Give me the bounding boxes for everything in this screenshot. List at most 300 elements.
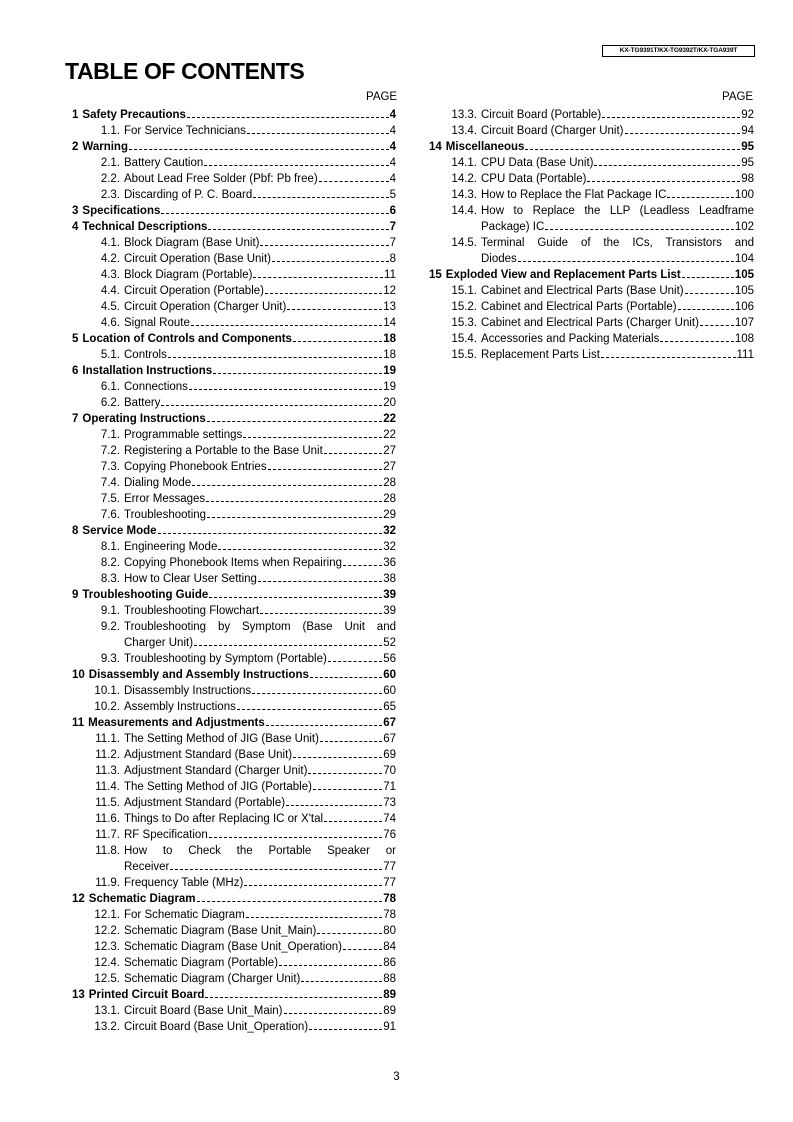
leader-dots <box>678 309 734 310</box>
toc-subsection[interactable] <box>72 955 396 971</box>
leader-dots <box>293 757 382 758</box>
toc-title: Troubleshooting by Symptom (Base Unit and <box>124 621 396 633</box>
toc-page: 39 <box>383 605 396 617</box>
toc-section[interactable] <box>429 139 754 155</box>
toc-subsection[interactable] <box>72 619 396 651</box>
toc-page: 4 <box>389 157 396 169</box>
leader-dots <box>324 821 382 822</box>
toc-title: Battery <box>124 397 161 409</box>
toc-section[interactable] <box>72 203 396 219</box>
toc-title-continued <box>124 635 396 651</box>
page-column-label-left: PAGE <box>366 91 398 103</box>
toc-number: 14.3. <box>451 189 477 201</box>
toc-title: Service Mode <box>82 525 157 537</box>
toc-title: Location of Controls and Components <box>82 333 292 345</box>
leader-dots <box>660 341 733 342</box>
toc-page: 39 <box>383 589 396 601</box>
toc-section[interactable] <box>72 667 396 683</box>
leader-dots <box>129 149 389 150</box>
toc-page: 19 <box>383 365 396 377</box>
toc-subsection[interactable] <box>72 315 396 331</box>
leader-dots <box>204 165 388 166</box>
toc-number: 13.1. <box>94 1005 120 1017</box>
leader-dots <box>545 229 734 230</box>
leader-dots <box>587 181 740 182</box>
toc-number: 7.1. <box>100 429 120 441</box>
toc-subsection[interactable] <box>429 123 754 139</box>
toc-page: 107 <box>734 317 754 329</box>
toc-subsection[interactable] <box>429 107 754 123</box>
leader-dots <box>208 229 388 230</box>
toc-page: 38 <box>383 573 396 585</box>
toc-number: 2.2. <box>100 173 120 185</box>
toc-title: Controls <box>124 349 167 361</box>
toc-page: 29 <box>383 509 396 521</box>
toc-number: 10.2. <box>94 701 120 713</box>
toc-number: 7.2. <box>100 445 120 457</box>
toc-page: 4 <box>389 125 396 137</box>
toc-number: 12 <box>72 893 85 905</box>
toc-number: 8.3. <box>100 573 120 585</box>
toc-page: 100 <box>734 189 754 201</box>
toc-page: 11 <box>384 269 396 281</box>
toc-subsection[interactable] <box>429 171 754 187</box>
toc-subsection[interactable] <box>72 283 396 299</box>
toc-page: 18 <box>383 349 396 361</box>
leader-dots <box>158 533 383 534</box>
toc-page: 89 <box>383 989 396 1001</box>
toc-number: 6 <box>72 365 79 377</box>
toc-section[interactable] <box>429 267 754 283</box>
toc-subsection[interactable] <box>72 779 396 795</box>
toc-page: 94 <box>741 125 754 137</box>
toc-subsection[interactable] <box>429 315 754 331</box>
toc-title: Installation Instructions <box>82 365 213 377</box>
toc-page: 76 <box>383 829 396 841</box>
toc-section[interactable] <box>72 891 396 907</box>
toc-number: 11.8. <box>95 845 120 857</box>
toc-number: 8.2. <box>100 557 120 569</box>
toc-subsection[interactable] <box>72 603 396 619</box>
toc-number: 15.1. <box>451 285 477 297</box>
toc-page: 102 <box>734 221 754 233</box>
toc-number: 14.2. <box>451 173 477 185</box>
toc-page: 6 <box>389 205 396 217</box>
toc-page: 7 <box>389 237 396 249</box>
toc-title: Copying Phonebook Entries <box>124 461 267 473</box>
toc-title: For Schematic Diagram <box>124 909 245 921</box>
toc-title: Specifications <box>82 205 161 217</box>
toc-subsection[interactable] <box>429 203 754 235</box>
leader-dots <box>319 181 389 182</box>
toc-title: Terminal Guide of the ICs, Transistors and <box>481 237 754 249</box>
toc-title-continued <box>124 859 396 875</box>
toc-page: 32 <box>383 541 396 553</box>
toc-page: 60 <box>383 685 396 697</box>
toc-title: Circuit Board (Base Unit_Main) <box>124 1005 283 1017</box>
leader-dots <box>244 885 382 886</box>
toc-subsection[interactable] <box>429 187 754 203</box>
toc-number: 11.2. <box>95 749 120 761</box>
toc-number: 14.1. <box>451 157 477 169</box>
toc-title: Battery Caution <box>124 157 204 169</box>
toc-page: 73 <box>383 797 396 809</box>
toc-title: Discarding of P. C. Board <box>124 189 253 201</box>
toc-subsection[interactable] <box>429 283 754 299</box>
toc-title: Disassembly Instructions <box>124 685 252 697</box>
leader-dots <box>272 261 389 262</box>
toc-title: Operating Instructions <box>82 413 206 425</box>
toc-title: Circuit Operation (Charger Unit) <box>124 301 287 313</box>
toc-subsection[interactable] <box>72 843 396 875</box>
leader-dots <box>594 165 740 166</box>
toc-section[interactable] <box>72 587 396 603</box>
toc-page: 77 <box>383 861 396 873</box>
toc-number: 11 <box>72 717 85 729</box>
toc-subsection[interactable] <box>72 1019 396 1035</box>
toc-title: CPU Data (Portable) <box>481 173 587 185</box>
leader-dots <box>700 325 734 326</box>
toc-number: 10.1. <box>94 685 120 697</box>
leader-dots <box>685 293 734 294</box>
leader-dots <box>246 917 382 918</box>
toc-subsection[interactable] <box>72 507 396 523</box>
leader-dots <box>308 773 382 774</box>
toc-page: 20 <box>383 397 396 409</box>
toc-subsection[interactable] <box>72 747 396 763</box>
toc-title: Things to Do after Replacing IC or X'tal <box>124 813 324 825</box>
toc-title: Assembly Instructions <box>124 701 236 713</box>
toc-number: 13.2. <box>94 1021 120 1033</box>
leader-dots <box>237 709 382 710</box>
toc-subsection[interactable] <box>72 1003 396 1019</box>
leader-dots <box>309 1029 382 1030</box>
toc-page: 65 <box>383 701 396 713</box>
toc-title: Technical Descriptions <box>82 221 208 233</box>
toc-subsection[interactable] <box>72 763 396 779</box>
leader-dots <box>191 325 382 326</box>
toc-number: 6.1. <box>100 381 120 393</box>
toc-title: Safety Precautions <box>82 109 186 121</box>
leader-dots <box>293 341 382 342</box>
toc-subsection[interactable] <box>72 235 396 251</box>
toc-subsection[interactable] <box>72 395 396 411</box>
toc-title-line2: Diodes <box>481 253 517 265</box>
toc-title: Signal Route <box>124 317 190 329</box>
toc-number: 10 <box>72 669 85 681</box>
toc-subsection[interactable] <box>72 123 396 139</box>
toc-page: 105 <box>734 269 754 281</box>
toc-subsection[interactable] <box>72 827 396 843</box>
toc-number: 13 <box>72 989 85 1001</box>
toc-subsection[interactable] <box>72 795 396 811</box>
toc-title-line2: Package) IC <box>481 221 545 233</box>
toc-title: Error Messages <box>124 493 206 505</box>
toc-page: 71 <box>383 781 396 793</box>
toc-number: 14 <box>429 141 442 153</box>
toc-subsection[interactable] <box>72 875 396 891</box>
toc-title: Frequency Table (MHz) <box>124 877 244 889</box>
leader-dots <box>189 389 382 390</box>
toc-subsection[interactable] <box>72 683 396 699</box>
toc-page: 8 <box>389 253 396 265</box>
leader-dots <box>243 437 382 438</box>
toc-page: 52 <box>383 637 396 649</box>
leader-dots <box>667 197 733 198</box>
toc-number: 13.4. <box>451 125 477 137</box>
toc-page: 89 <box>383 1005 396 1017</box>
toc-section[interactable] <box>72 363 396 379</box>
toc-subsection[interactable] <box>429 331 754 347</box>
toc-number: 1 <box>72 109 79 121</box>
toc-subsection[interactable] <box>72 731 396 747</box>
toc-section[interactable] <box>72 411 396 427</box>
leader-dots <box>343 565 382 566</box>
toc-number: 12.1. <box>94 909 120 921</box>
toc-subsection[interactable] <box>72 155 396 171</box>
toc-title: Schematic Diagram (Base Unit_Main) <box>124 925 317 937</box>
toc-title: Cabinet and Electrical Parts (Base Unit) <box>481 285 684 297</box>
toc-title: Circuit Board (Portable) <box>481 109 602 121</box>
toc-title: How to Check the Portable Speaker or <box>124 845 396 857</box>
toc-page: 88 <box>383 973 396 985</box>
toc-subsection[interactable] <box>429 347 754 363</box>
toc-title: Circuit Operation (Portable) <box>124 285 264 297</box>
toc-title: Printed Circuit Board <box>88 989 205 1001</box>
toc-page: 78 <box>383 893 396 905</box>
toc-subsection[interactable] <box>72 907 396 923</box>
toc-page: 27 <box>383 461 396 473</box>
toc-page: 108 <box>734 333 754 345</box>
leader-dots <box>682 277 734 278</box>
toc-title: How to Clear User Setting <box>124 573 257 585</box>
toc-title: Troubleshooting Guide <box>82 589 209 601</box>
leader-dots <box>518 261 734 262</box>
toc-title: Troubleshooting by Symptom (Portable) <box>124 653 327 665</box>
toc-number: 11.6. <box>95 813 120 825</box>
toc-title: For Service Technicians <box>124 125 246 137</box>
toc-page: 80 <box>383 925 396 937</box>
toc-title-line2: Charger Unit) <box>124 637 194 649</box>
toc-page: 7 <box>389 221 396 233</box>
toc-subsection[interactable] <box>429 299 754 315</box>
toc-subsection[interactable] <box>72 923 396 939</box>
leader-dots <box>253 277 383 278</box>
toc-section[interactable] <box>72 331 396 347</box>
leader-dots <box>265 293 382 294</box>
toc-title: Troubleshooting <box>124 509 207 521</box>
toc-page: 77 <box>383 877 396 889</box>
toc-number: 12.4. <box>94 957 120 969</box>
toc-page: 67 <box>383 733 396 745</box>
toc-number: 9.2. <box>100 621 120 633</box>
toc-subsection[interactable] <box>72 651 396 667</box>
leader-dots <box>253 197 388 198</box>
toc-page: 70 <box>383 765 396 777</box>
toc-number: 5.1. <box>100 349 120 361</box>
toc-page: 105 <box>734 285 754 297</box>
toc-number: 4.1. <box>100 237 120 249</box>
toc-number: 11.3. <box>95 765 120 777</box>
leader-dots <box>602 117 740 118</box>
toc-title: Schematic Diagram (Charger Unit) <box>124 973 301 985</box>
toc-number: 4.6. <box>100 317 120 329</box>
leader-dots <box>170 869 382 870</box>
leader-dots <box>207 517 382 518</box>
toc-title: The Setting Method of JIG (Base Unit) <box>124 733 319 745</box>
toc-section[interactable] <box>72 219 396 235</box>
toc-page: 84 <box>383 941 396 953</box>
toc-number: 4.3. <box>100 269 120 281</box>
toc-subsection[interactable] <box>72 347 396 363</box>
leader-dots <box>260 245 388 246</box>
toc-entry-body <box>124 843 396 875</box>
page-number: 3 <box>393 1071 400 1083</box>
toc-title: Circuit Board (Charger Unit) <box>481 125 624 137</box>
toc-title: About Lead Free Solder (Pbf: Pb free) <box>124 173 318 185</box>
leader-dots <box>625 133 741 134</box>
toc-subsection[interactable] <box>72 379 396 395</box>
leader-dots <box>310 677 382 678</box>
toc-title: The Setting Method of JIG (Portable) <box>124 781 312 793</box>
toc-title: Adjustment Standard (Charger Unit) <box>124 765 308 777</box>
toc-page: 32 <box>383 525 396 537</box>
leader-dots <box>161 213 388 214</box>
leader-dots <box>601 357 736 358</box>
leader-dots <box>218 549 382 550</box>
toc-title: Cabinet and Electrical Parts (Charger Unit) <box>481 317 699 329</box>
toc-section[interactable] <box>72 987 396 1003</box>
toc-page: 22 <box>383 413 396 425</box>
toc-number: 9.3. <box>100 653 120 665</box>
toc-title: Block Diagram (Base Unit) <box>124 237 260 249</box>
toc-title: Registering a Portable to the Base Unit <box>124 445 323 457</box>
toc-section[interactable] <box>72 715 396 731</box>
toc-page: 111 <box>736 349 754 361</box>
toc-page: 56 <box>383 653 396 665</box>
toc-entry-body <box>124 619 396 651</box>
toc-subsection[interactable] <box>429 235 754 267</box>
toc-subsection[interactable] <box>72 971 396 987</box>
leader-dots <box>301 981 382 982</box>
toc-page: 98 <box>741 173 754 185</box>
toc-subsection[interactable] <box>72 811 396 827</box>
toc-page: 92 <box>741 109 754 121</box>
toc-page: 106 <box>734 301 754 313</box>
toc-title: RF Specification <box>124 829 208 841</box>
toc-title: Warning <box>82 141 128 153</box>
toc-number: 3 <box>72 205 79 217</box>
toc-number: 2.1. <box>100 157 120 169</box>
toc-page: 4 <box>389 141 396 153</box>
toc-subsection[interactable] <box>72 571 396 587</box>
toc-section[interactable] <box>72 139 396 155</box>
toc-number: 14.4. <box>451 205 477 217</box>
toc-number: 9.1. <box>100 605 120 617</box>
toc-subsection[interactable] <box>72 539 396 555</box>
toc-section[interactable] <box>72 107 396 123</box>
toc-title: Block Diagram (Portable) <box>124 269 253 281</box>
toc-page: 104 <box>734 253 754 265</box>
toc-number: 8 <box>72 525 79 537</box>
toc-subsection[interactable] <box>72 555 396 571</box>
toc-subsection[interactable] <box>72 699 396 715</box>
toc-subsection[interactable] <box>72 491 396 507</box>
toc-number: 15.5. <box>451 349 477 361</box>
toc-title: Exploded View and Replacement Parts List <box>445 269 681 281</box>
toc-number: 11.7. <box>95 829 120 841</box>
toc-title: Circuit Board (Base Unit_Operation) <box>124 1021 309 1033</box>
toc-title: Accessories and Packing Materials <box>481 333 660 345</box>
toc-page: 36 <box>383 557 396 569</box>
leader-dots <box>194 645 382 646</box>
toc-subsection[interactable] <box>429 155 754 171</box>
toc-page: 14 <box>383 317 396 329</box>
toc-section[interactable] <box>72 523 396 539</box>
leader-dots <box>260 613 382 614</box>
toc-title: Adjustment Standard (Portable) <box>124 797 286 809</box>
toc-number: 15.3. <box>451 317 477 329</box>
leader-dots <box>197 901 383 902</box>
toc-subsection[interactable] <box>72 443 396 459</box>
toc-number: 7.5. <box>100 493 120 505</box>
leader-dots <box>187 117 389 118</box>
toc-number: 11.1. <box>95 733 120 745</box>
toc-subsection[interactable] <box>72 427 396 443</box>
toc-title: Troubleshooting Flowchart <box>124 605 260 617</box>
toc-title: Schematic Diagram (Portable) <box>124 957 279 969</box>
leader-dots <box>343 949 382 950</box>
leader-dots <box>213 373 382 374</box>
toc-subsection[interactable] <box>72 171 396 187</box>
model-numbers: KX-TG9391T/KX-TG9392T/KX-TGA939T <box>602 45 755 57</box>
toc-number: 11.5. <box>95 797 120 809</box>
toc-title: CPU Data (Base Unit) <box>481 157 594 169</box>
toc-title: Schematic Diagram (Base Unit_Operation) <box>124 941 342 953</box>
toc-title: Adjustment Standard (Base Unit) <box>124 749 293 761</box>
toc-title: Schematic Diagram <box>88 893 196 905</box>
toc-subsection[interactable] <box>72 299 396 315</box>
leader-dots <box>268 469 383 470</box>
toc-page: 95 <box>741 157 754 169</box>
leader-dots <box>266 725 382 726</box>
toc-page: 27 <box>383 445 396 457</box>
toc-page: 22 <box>383 429 396 441</box>
toc-subsection[interactable] <box>72 187 396 203</box>
toc-subsection[interactable] <box>72 459 396 475</box>
leader-dots <box>320 741 382 742</box>
toc-title: Circuit Operation (Base Unit) <box>124 253 271 265</box>
leader-dots <box>313 789 382 790</box>
toc-number: 11.4. <box>95 781 120 793</box>
toc-page: 4 <box>389 173 396 185</box>
toc-page: 19 <box>383 381 396 393</box>
toc-title: Dialing Mode <box>124 477 192 489</box>
toc-subsection[interactable] <box>72 475 396 491</box>
toc-number: 9 <box>72 589 79 601</box>
toc-subsection[interactable] <box>72 251 396 267</box>
toc-subsection[interactable] <box>72 267 396 283</box>
toc-title: Measurements and Adjustments <box>88 717 265 729</box>
toc-title-continued <box>481 219 754 235</box>
toc-number: 6.2. <box>100 397 120 409</box>
leader-dots <box>284 1013 383 1014</box>
toc-subsection[interactable] <box>72 939 396 955</box>
toc-title: Engineering Mode <box>124 541 218 553</box>
toc-title-continued <box>481 251 754 267</box>
leader-dots <box>207 421 382 422</box>
toc-page: 12 <box>383 285 396 297</box>
